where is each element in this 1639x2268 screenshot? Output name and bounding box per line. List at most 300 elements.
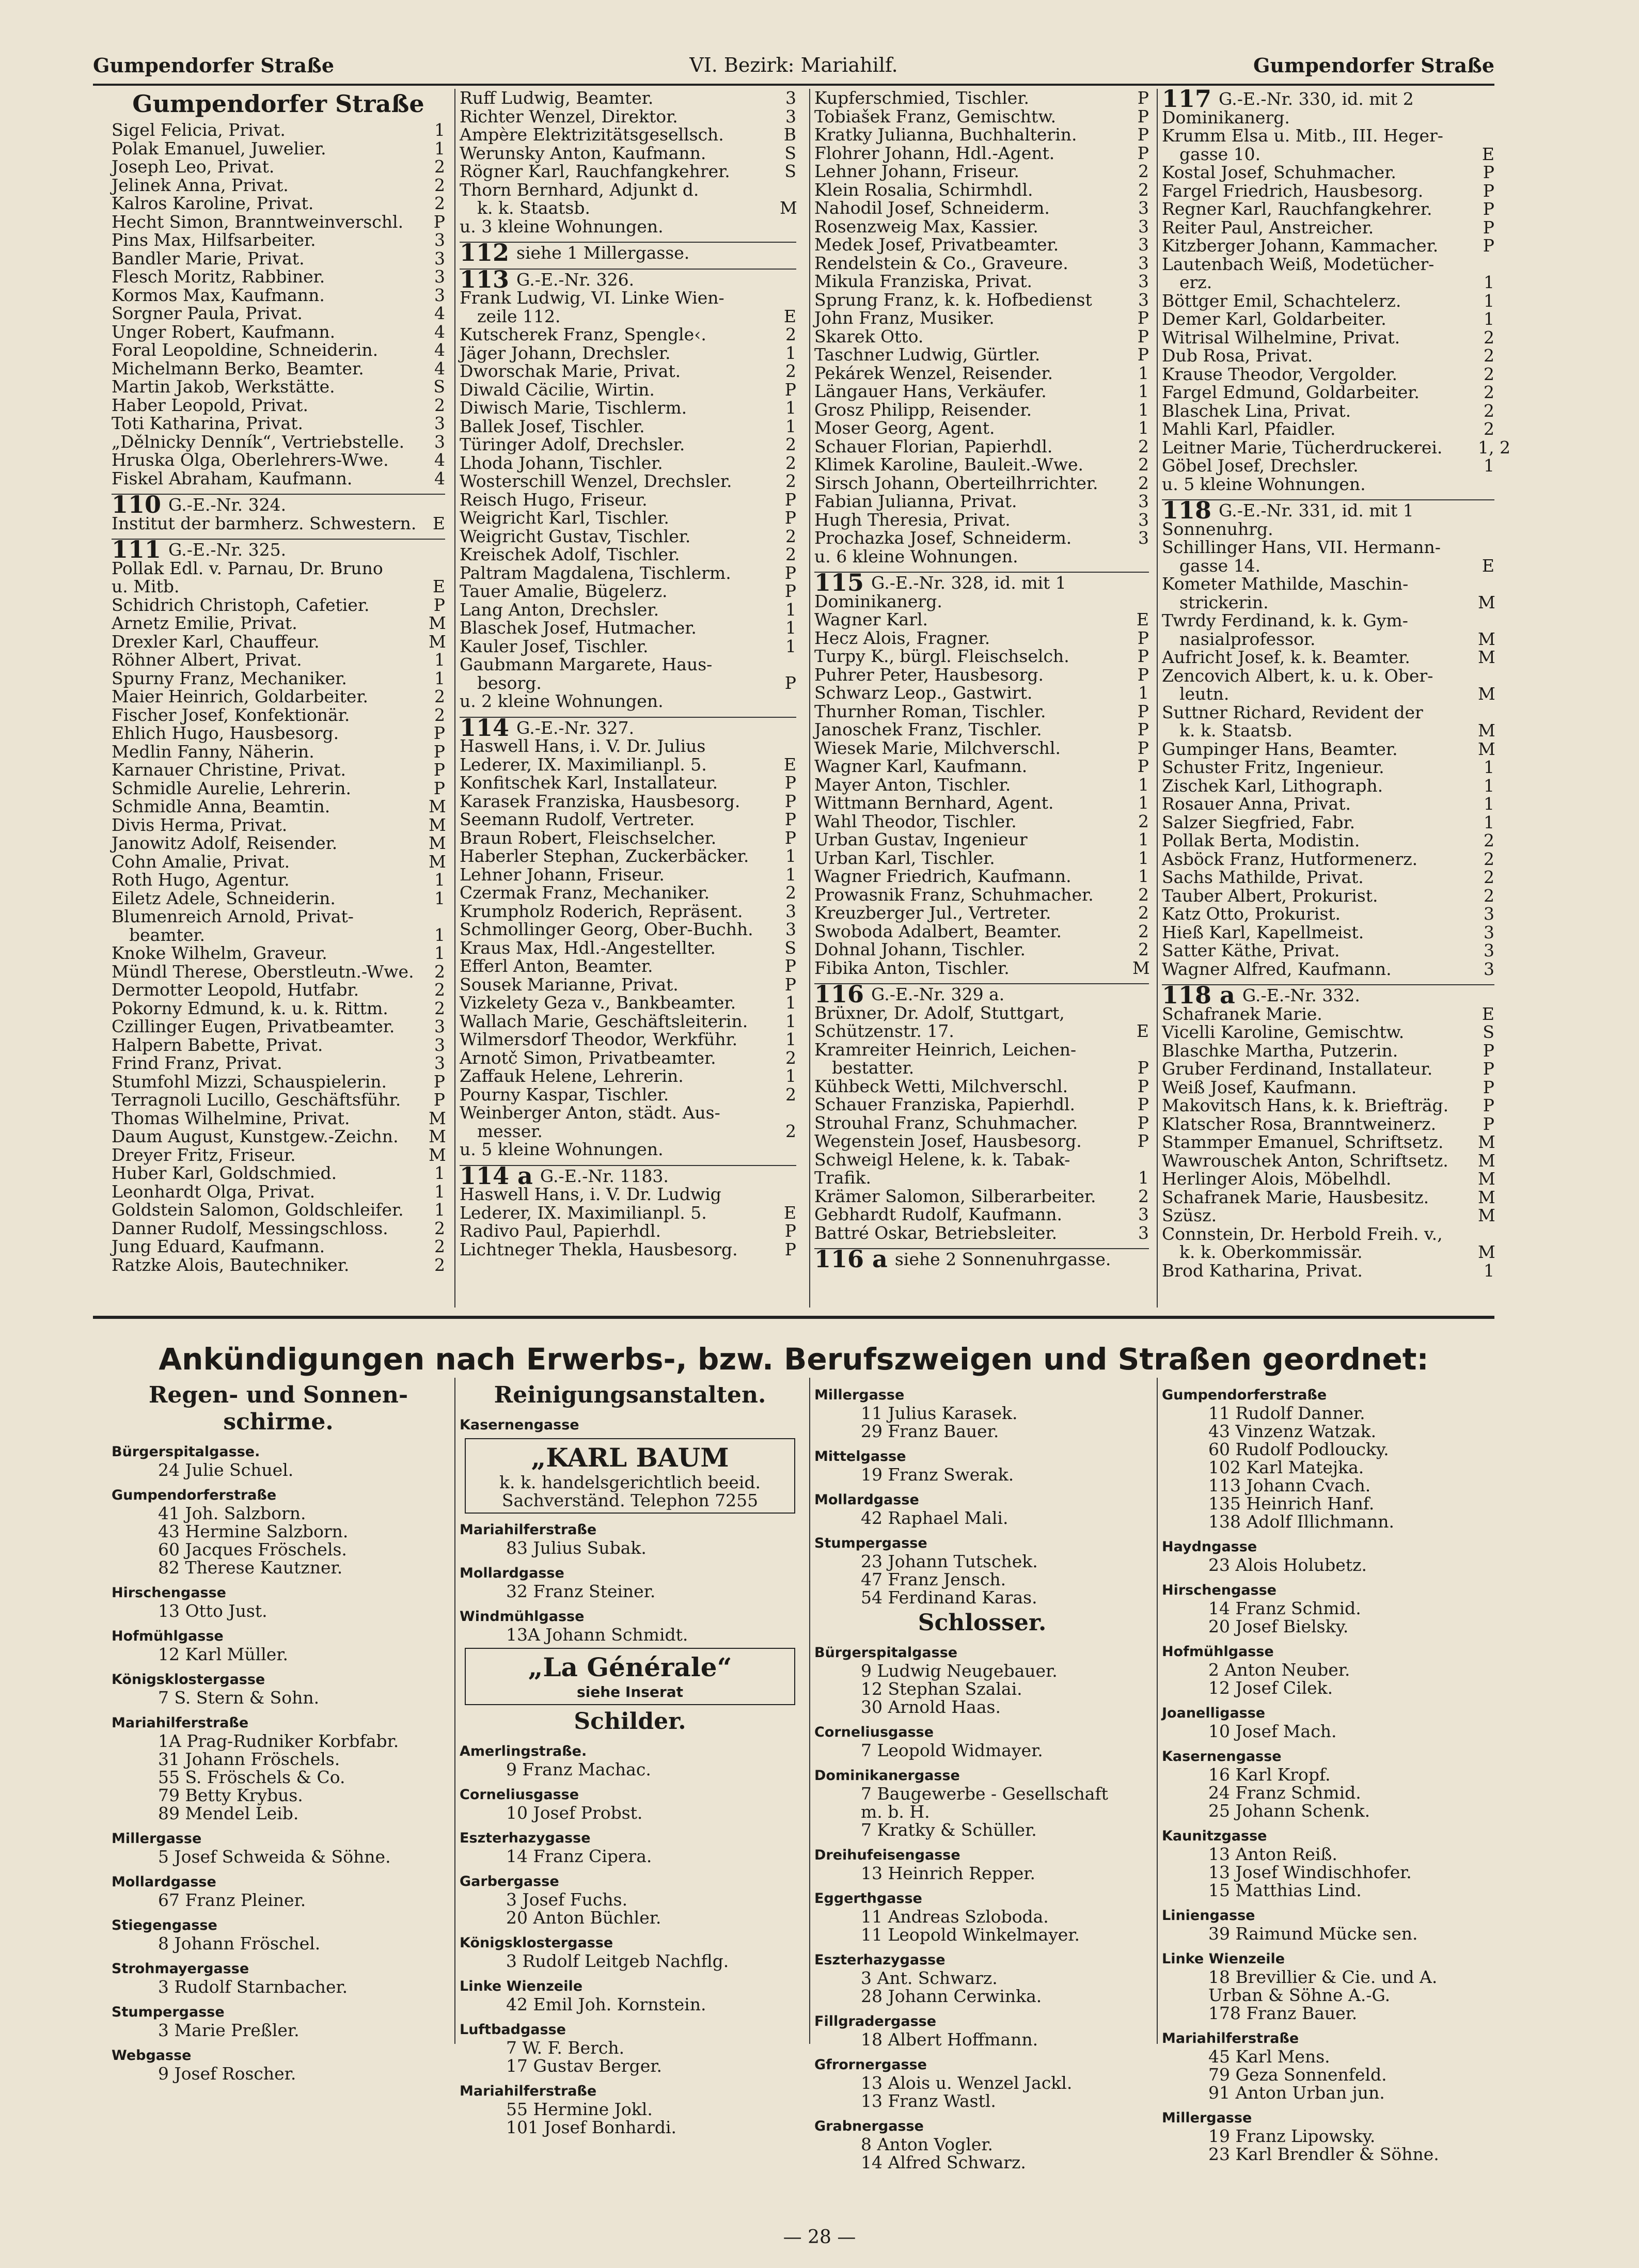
entry-name: u. 6 kleine Wohnungen. (814, 546, 1018, 566)
list-item (112, 926, 445, 944)
entry-name: Schauer Franziska, Papierhdl. (814, 1094, 1075, 1114)
list-item (1162, 1133, 1494, 1152)
entry-name: Herlinger Alois, Möbelhdl. (1162, 1169, 1392, 1189)
category-title: Reinigungsanstalten. (494, 1382, 766, 1408)
street-heading: Kasernengasse (460, 1417, 579, 1433)
entry-name: u. 3 kleine Wohnungen. (460, 216, 664, 237)
list-item (1162, 420, 1494, 438)
list-item (112, 963, 445, 981)
list-item: 41 Joh. Salzborn. (158, 1503, 306, 1523)
house-number: 116 (814, 980, 864, 1008)
entry-name: Brod Katharina, Privat. (1162, 1260, 1363, 1281)
list-item (112, 451, 445, 469)
entry-name: Thomas Wilhelmine, Privat. (112, 1108, 350, 1128)
house-number: 117 (1162, 85, 1212, 113)
list-item: 15 Matthias Lind. (1208, 1880, 1362, 1900)
list-item: 178 Franz Bauer. (1208, 2003, 1358, 2023)
entry-name: Szüsz. (1162, 1205, 1217, 1225)
floor-mark: M (429, 1144, 446, 1165)
list-item (1162, 1262, 1494, 1280)
entry-name: Rendelstein & Co., Graveure. (814, 253, 1068, 273)
street-heading: Gumpendorferstraße (112, 1487, 277, 1503)
floor-mark (1478, 108, 1494, 127)
street-heading: Hofmühlgasse (112, 1628, 224, 1644)
list-item: 3 Rudolf Starnbacher. (158, 1977, 348, 1997)
floor-mark: 1 (1484, 309, 1494, 329)
floor-mark: 2 (1138, 472, 1149, 493)
entry-name: Blaschek Lina, Privat. (1162, 400, 1351, 421)
list-item: 60 Rudolf Podloucky. (1208, 1439, 1389, 1459)
entry-name: Pekárek Wenzel, Reisender. (814, 363, 1053, 383)
floor-mark: 3 (1484, 940, 1494, 960)
street-heading: Mollardgasse (112, 1874, 216, 1890)
house-heading (112, 536, 445, 563)
entry-name: Kupferschmied, Tischler. (814, 88, 1029, 108)
entry-name: Blaschek Josef, Hutmacher. (460, 618, 697, 638)
floor-mark: 2 (1484, 885, 1494, 906)
list-item (112, 249, 445, 268)
floor-mark: M (429, 1126, 446, 1146)
entry-name: Janoschek Franz, Tischler. (814, 719, 1042, 739)
list-item: 5 Josef Schweida & Söhne. (158, 1847, 391, 1867)
floor-mark: S (1483, 1022, 1494, 1042)
entry-name: Wahl Theodor, Tischler. (814, 811, 1017, 831)
floor-mark: 3 (785, 901, 796, 921)
floor-mark: P (1137, 756, 1149, 776)
entry-name: besorg. (477, 672, 542, 693)
list-item: 1A Prag-Rudniker Korbfabr. (158, 1731, 399, 1751)
street-heading: Mollardgasse (460, 1565, 564, 1581)
entry-name: Witrisal Wilhelmine, Privat. (1162, 327, 1400, 348)
entry-name: Wawrouschek Anton, Schriftsetz. (1162, 1150, 1448, 1171)
entry-name: Dominikanerg. (814, 591, 942, 611)
entry-name: Divis Herma, Privat. (112, 814, 288, 835)
entry-name: Hugh Theresia, Privat. (814, 509, 1011, 530)
entry-name: Sigel Felicia, Privat. (112, 120, 286, 140)
list-item (460, 1185, 796, 1204)
house-heading (112, 491, 445, 518)
street-heading: Millergasse (112, 1831, 202, 1847)
list-item: 11 Andreas Szloboda. (861, 1907, 1049, 1927)
floor-mark: P (433, 211, 445, 232)
entry-name: Drexler Karl, Chauffeur. (112, 631, 320, 652)
list-item: 113 Johann Cvach. (1208, 1475, 1371, 1495)
entry-name: Karasek Franziska, Hausbesorg. (460, 791, 740, 811)
list-item (460, 217, 796, 236)
entry-name: zeile 112. (477, 306, 561, 326)
entry-name: Mahli Karl, Pfaidler. (1162, 419, 1336, 439)
entry-name: Weiß Josef, Kaufmann. (1162, 1077, 1357, 1097)
list-item (814, 1022, 1149, 1041)
list-item (1162, 685, 1494, 703)
floor-mark (1478, 575, 1494, 593)
list-item: 9 Franz Machac. (506, 1759, 651, 1779)
floor-mark: 2 (1138, 811, 1149, 831)
floor-mark: 2 (1138, 454, 1149, 475)
list-item (112, 213, 445, 231)
floor-mark: P (1137, 646, 1149, 666)
house-heading (1162, 496, 1494, 524)
floor-mark: P (1137, 701, 1149, 721)
list-item (814, 199, 1149, 217)
entry-name: u. 5 kleine Wohnungen. (1162, 474, 1366, 494)
floor-mark: 3 (434, 413, 445, 433)
street-heading: Hirschengasse (112, 1585, 226, 1601)
list-item: 9 Ludwig Neugebauer. (861, 1661, 1058, 1681)
floor-mark (1132, 1004, 1149, 1022)
floor-mark: 2 (785, 324, 796, 344)
floor-mark: 2 (434, 998, 445, 1018)
floor-mark: P (784, 581, 796, 601)
list-item (814, 547, 1149, 566)
entry-name: messer. (477, 1121, 543, 1141)
list-item (1162, 813, 1494, 832)
entry-name: Fiskel Abraham, Kaufmann. (112, 468, 353, 489)
entry-name: Gumpinger Hans, Beamter. (1162, 738, 1398, 759)
floor-mark (1132, 592, 1149, 611)
floor-mark (1478, 475, 1494, 494)
list-item (814, 1224, 1149, 1242)
header-rule (93, 84, 1494, 86)
list-item (460, 1240, 796, 1259)
house-section (460, 1161, 796, 1259)
entry-name: Hieß Karl, Kapellmeist. (1162, 922, 1364, 942)
floor-mark: P (1483, 180, 1494, 201)
entry-name: k. k. Oberkommissär. (1179, 1242, 1363, 1262)
floor-mark: P (433, 1090, 445, 1110)
list-item: 12 Karl Müller. (158, 1644, 288, 1664)
entry-name: Wagner Karl. (814, 609, 928, 629)
floor-mark: 1 (1484, 290, 1494, 311)
list-item (1162, 255, 1494, 274)
street-heading: Grabnergasse (814, 2118, 924, 2134)
entry-name: Vicelli Karoline, Gemischtw. (1162, 1022, 1405, 1042)
floor-mark: M (1478, 647, 1495, 667)
list-item (814, 1059, 1149, 1077)
list-item: 67 Franz Pleiner. (158, 1890, 306, 1910)
entry-name: Lehner Johann, Friseur. (814, 161, 1019, 181)
street-heading: Dominikanergasse (814, 1768, 960, 1784)
list-item (460, 810, 796, 829)
list-item (1162, 1152, 1494, 1170)
list-item: 89 Mendel Leib. (158, 1803, 299, 1823)
entry-name: Pollak Berta, Modistin. (1162, 830, 1360, 850)
entry-name: Weigricht Karl, Tischler. (460, 508, 669, 528)
floor-mark: E (1482, 555, 1494, 576)
entry-name: Katz Otto, Prokurist. (1162, 904, 1341, 924)
list-item (112, 559, 445, 578)
list-item: 32 Franz Steiner. (506, 1581, 656, 1601)
entry-name: Krause Theodor, Vergolder. (1162, 364, 1398, 384)
column-divider (1157, 89, 1158, 1308)
ads-column-2 (460, 1379, 800, 2136)
list-item (112, 633, 445, 651)
floor-mark: M (1478, 684, 1495, 704)
list-item (460, 381, 796, 399)
house-number: 114 a (460, 1161, 533, 1190)
entry-name: Haberler Stephan, Zuckerbäcker. (460, 846, 749, 866)
street-heading: Hirschengasse (1162, 1582, 1276, 1598)
entry-name: Sousek Marianne, Privat. (460, 974, 679, 995)
list-item (460, 344, 796, 363)
list-item (814, 291, 1149, 309)
list-item (112, 797, 445, 816)
entry-name: Schafranek Marie, Hausbesitz. (1162, 1187, 1429, 1207)
house-info: G.-E.-Nr. 331, id. mit 1 (1219, 500, 1414, 521)
list-item (814, 235, 1149, 254)
list-item (814, 181, 1149, 199)
street-heading: Mariahilferstraße (1162, 2030, 1299, 2046)
entry-name: Pollak Edl. v. Parnau, Dr. Bruno (112, 558, 383, 578)
street-heading: Joanelligasse (1162, 1705, 1266, 1721)
list-item (112, 414, 445, 433)
list-item: Urban & Söhne A.-G. (1208, 1985, 1391, 2005)
list-item (460, 89, 796, 107)
list-item: 3 Ant. Schwarz. (861, 1968, 998, 1988)
entry-name: Kühbeck Wetti, Milchverschl. (814, 1076, 1068, 1096)
list-item (1162, 218, 1494, 237)
header-center: VI. Bezirk: Mariahilf. (689, 54, 898, 76)
entry-name: Asböck Franz, Hutformenerz. (1162, 848, 1418, 869)
floor-mark: P (784, 956, 796, 976)
list-item (1162, 1188, 1494, 1207)
list-item: 7 Baugewerbe - Gesellschaft (861, 1784, 1108, 1804)
entry-name: Ballek Josef, Tischler. (460, 416, 645, 436)
list-item (460, 307, 796, 326)
floor-mark (780, 655, 796, 674)
column-divider (454, 89, 455, 1308)
list-item (460, 975, 796, 994)
entry-name: Tobiašek Franz, Gemischtw. (814, 106, 1057, 127)
list-item: 12 Stephan Szalai. (861, 1679, 1022, 1699)
street-heading: Eggerthgasse (814, 1891, 922, 1907)
entry-name: Ratzke Alois, Bautechniker. (112, 1254, 350, 1275)
floor-mark (1478, 667, 1494, 685)
street-heading: Millergasse (814, 1387, 905, 1403)
list-item: 13 Anton Reiß. (1208, 1844, 1337, 1864)
ad-line: Sachverständ. Telephon 7255 (501, 1490, 759, 1510)
house-number: 111 (112, 536, 162, 563)
entry-name: Nahodil Josef, Schneiderm. (814, 198, 1050, 218)
entry-name: Medek Josef, Privatbeamter. (814, 234, 1059, 255)
list-item (460, 362, 796, 381)
list-item (460, 1122, 796, 1141)
floor-mark: 2 (434, 686, 445, 706)
list-item (112, 761, 445, 779)
running-header (93, 54, 1494, 85)
entry-name: Konfitschek Karl, Installateur. (460, 773, 718, 793)
list-item: 54 Ferdinand Karas. (861, 1587, 1037, 1608)
list-item: 13 Franz Wastl. (861, 2091, 996, 2111)
list-item (112, 779, 445, 798)
floor-mark: P (1137, 88, 1149, 108)
street-heading: Königsklostergasse (460, 1935, 613, 1951)
column-divider (809, 1378, 810, 2044)
floor-mark: 3 (1138, 289, 1149, 310)
list-item (460, 564, 796, 582)
list-item (460, 325, 796, 344)
list-item (1162, 1060, 1494, 1078)
entry-name: Göbel Josef, Drechsler. (1162, 455, 1359, 476)
entry-name: Fabian Julianna, Privat. (814, 491, 1017, 511)
house-section (1162, 496, 1495, 979)
list-item (1162, 456, 1494, 475)
house-section (460, 239, 796, 266)
house-number: 114 (460, 713, 510, 742)
entry-name: Hecht Simon, Branntweinverschl. (112, 211, 404, 232)
list-item (460, 144, 796, 163)
list-item: 24 Franz Schmid. (1208, 1783, 1361, 1803)
list-item: 7 Leopold Widmayer. (861, 1740, 1043, 1760)
floor-mark: P (1137, 1058, 1149, 1078)
list-item (460, 774, 796, 792)
list-item (112, 853, 445, 871)
entry-name: Sprung Franz, k. k. Hofbedienst (814, 289, 1092, 310)
list-item (1162, 960, 1494, 979)
list-item (814, 1169, 1149, 1187)
list-item (460, 1085, 796, 1104)
list-item (112, 359, 445, 378)
entry-name: Stumfohl Mizzi, Schauspielerin. (112, 1071, 387, 1092)
list-item: m. b. H. (861, 1802, 930, 1822)
entry-name: Stammper Emanuel, Schriftsetz. (1162, 1132, 1444, 1152)
entry-name: Mayer Anton, Tischler. (814, 774, 1011, 795)
entry-name: Maier Heinrich, Goldarbeiter. (112, 686, 368, 706)
floor-mark: 1 (434, 668, 445, 688)
floor-mark (1478, 1225, 1494, 1243)
entry-name: gasse 10. (1179, 144, 1261, 164)
list-item (1162, 1042, 1494, 1060)
entry-name: Trafik. (814, 1168, 871, 1188)
floor-mark: M (429, 631, 446, 652)
list-item (814, 162, 1149, 181)
list-item: 138 Adolf Illichmann. (1208, 1511, 1394, 1532)
list-item: 19 Franz Lipowsky. (1208, 2126, 1376, 2146)
entry-name: Strouhal Franz, Schuhmacher. (814, 1112, 1078, 1133)
entry-name: Fibika Anton, Tischler. (814, 957, 1010, 978)
list-item (460, 545, 796, 564)
floor-mark: 3 (434, 285, 445, 305)
entry-name: nasialprofessor. (1179, 628, 1316, 649)
list-item: 17 Gustav Berger. (506, 2056, 662, 2076)
floor-mark: E (1136, 609, 1149, 629)
floor-mark: 2 (434, 980, 445, 1000)
list-item: 55 Hermine Jokl. (506, 2099, 653, 2119)
floor-mark: 3 (785, 919, 796, 939)
list-item (460, 1012, 796, 1031)
floor-mark: P (1137, 326, 1149, 346)
list-item (1162, 703, 1494, 722)
header-left: Gumpendorfer Straße (93, 54, 335, 77)
entry-name: Hruska Olga, Oberlehrers-Wwe. (112, 450, 389, 470)
list-item (112, 1146, 445, 1164)
floor-mark: M (1478, 1132, 1495, 1152)
entry-name: „Dělnicky Denník“, Vertriebstelle. (112, 431, 405, 452)
column-3 (814, 88, 1150, 1273)
entry-name: Janowitz Adolf, Reisender. (112, 833, 338, 853)
floor-mark: B (783, 124, 796, 145)
entry-name: Schmollinger Georg, Ober-Buchh. (460, 919, 753, 939)
column-2 (460, 89, 796, 1258)
house-section (460, 713, 796, 1159)
entry-name: Klein Rosalia, Schirmhdl. (814, 179, 1033, 200)
floor-mark: 2 (785, 1121, 796, 1141)
list-item (460, 454, 796, 472)
list-item: 79 Geza Sonnenfeld. (1208, 2065, 1387, 2085)
floor-mark: P (1483, 1040, 1494, 1061)
floor-mark (780, 692, 796, 711)
floor-mark: S (784, 937, 796, 958)
list-item (112, 469, 445, 488)
floor-mark: 1 (1484, 1260, 1494, 1281)
floor-mark (780, 1185, 796, 1204)
entry-name: gasse 14. (1179, 555, 1261, 576)
floor-mark: 1 (785, 636, 796, 656)
list-item (814, 1187, 1149, 1206)
list-item (460, 289, 796, 307)
entry-name: Bandler Marie, Privat. (112, 248, 305, 269)
floor-mark: M (1478, 592, 1495, 612)
floor-mark: 3 (1138, 216, 1149, 237)
entry-name: Hecz Alois, Fragner. (814, 627, 990, 648)
floor-mark: 1 (1484, 775, 1494, 796)
street-heading: Mariahilferstraße (460, 1522, 597, 1538)
list-item (460, 692, 796, 711)
floor-mark (1478, 520, 1494, 539)
list-item (814, 720, 1149, 739)
entry-name: u. 5 kleine Wohnungen. (460, 1139, 664, 1159)
list-item (814, 592, 1149, 611)
entry-name: Eiletz Adele, Schneiderin. (112, 888, 336, 908)
list-item (814, 345, 1149, 364)
list-item: 43 Hermine Salzborn. (158, 1521, 349, 1541)
entry-name: Krumpholz Roderich, Repräsent. (460, 901, 743, 921)
floor-mark: M (1478, 1150, 1495, 1171)
list-item (814, 401, 1149, 419)
list-item (460, 417, 796, 436)
list-item: 18 Brevillier & Cie. und A. (1208, 1967, 1438, 1987)
entry-name: k. k. Staatsb. (477, 198, 590, 218)
entry-name: Böttger Emil, Schachtelerz. (1162, 290, 1401, 311)
list-item (112, 121, 445, 139)
floor-mark: M (1478, 738, 1495, 759)
list-item: 45 Karl Mens. (1208, 2046, 1330, 2067)
floor-mark: 2 (785, 471, 796, 491)
floor-mark: 2 (434, 193, 445, 213)
entry-name: Klimek Karoline, Bauleit.-Wwe. (814, 454, 1084, 475)
list-item (460, 162, 796, 181)
entry-name: Haswell Hans, i. V. Dr. Ludwig (460, 1184, 721, 1204)
floor-mark: 1 (434, 943, 445, 963)
entry-name: Michelmann Berko, Beamter. (112, 358, 364, 379)
street-title: Gumpendorfer Straße (132, 90, 424, 118)
list-item (112, 1164, 445, 1183)
street-heading: Fillgradergasse (814, 2013, 937, 2029)
floor-mark: P (1137, 1094, 1149, 1114)
list-item: 7 S. Stern & Sohn. (158, 1688, 320, 1708)
house-info: siehe 2 Sonnenuhrgasse. (894, 1249, 1111, 1269)
entry-name: Ruff Ludwig, Beamter. (460, 88, 654, 108)
house-section (112, 491, 445, 533)
list-item (814, 739, 1149, 758)
entry-name: erz. (1179, 272, 1212, 292)
entry-name: Krumm Elsa u. Mitb., III. Heger- (1162, 125, 1443, 146)
floor-mark: P (784, 1239, 796, 1259)
entry-name: Dub Rosa, Privat. (1162, 345, 1313, 366)
floor-mark: 2 (785, 1047, 796, 1068)
list-item (112, 999, 445, 1018)
entry-name: Röhner Albert, Privat. (112, 650, 302, 670)
